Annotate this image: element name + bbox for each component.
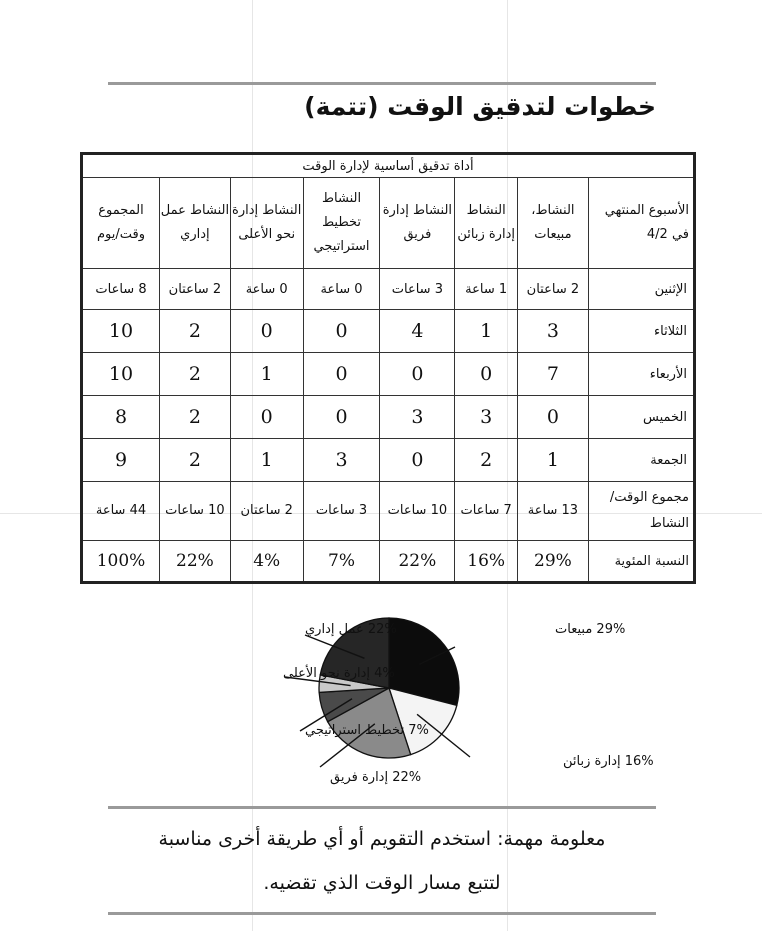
table-cell: 0: [455, 353, 518, 396]
table-cell: 0: [380, 353, 455, 396]
table-cell: 3 ساعات: [303, 482, 380, 541]
table-cell: 0 ساعة: [303, 269, 380, 310]
table-cell: 1: [230, 439, 303, 482]
table-cell: 1: [230, 353, 303, 396]
header-cell: النشاط إدارة نحو الأعلى: [230, 178, 303, 269]
time-pie-chart: [0, 605, 762, 815]
table-cell: 22%: [160, 541, 231, 583]
table-cell: 0: [380, 439, 455, 482]
table-cell: 2: [455, 439, 518, 482]
table-cell: 2: [160, 396, 231, 439]
table-cell: 0: [230, 396, 303, 439]
table-cell: 10 ساعات: [380, 482, 455, 541]
time-audit-table: [80, 152, 696, 584]
table-cell: 0: [230, 310, 303, 353]
table-row: [82, 396, 695, 439]
header-cell: النشاط إدارة زبائن: [455, 178, 518, 269]
table-cell: 0: [303, 396, 380, 439]
table-cell: 16%: [455, 541, 518, 583]
table-cell: 4: [380, 310, 455, 353]
table-row: [82, 353, 695, 396]
table-cell: 13 ساعة: [518, 482, 589, 541]
header-cell: الأسبوع المنتهي في 4/2: [588, 178, 694, 269]
note-line-2: لتتبع مسار الوقت الذي تقضيه.: [263, 872, 501, 894]
bottom-rule: [108, 912, 656, 915]
table-cell: 1: [518, 439, 589, 482]
header-cell: النشاط إدارة فريق: [380, 178, 455, 269]
table-row: [82, 269, 695, 310]
slice-label: 7% تخطيط استراتيجي: [305, 723, 429, 738]
table-row: [82, 310, 695, 353]
header-cell: المجموع وقت/يوم: [82, 178, 160, 269]
slice-label: 4% إدارة نحو الأعلى: [283, 666, 395, 681]
table-cell: 4%: [230, 541, 303, 583]
day-label: الأربعاء: [588, 353, 694, 396]
day-label: الجمعة: [588, 439, 694, 482]
table-cell: 100%: [82, 541, 160, 583]
table-cell: 44 ساعة: [82, 482, 160, 541]
table-cell: 0: [518, 396, 589, 439]
table-cell: 2 ساعتان: [230, 482, 303, 541]
percentage-row: [82, 541, 695, 583]
top-rule: [108, 82, 656, 85]
table-row: [82, 439, 695, 482]
table-cell: 0: [303, 310, 380, 353]
table-cell: 1: [455, 310, 518, 353]
table-cell: 3 ساعات: [380, 269, 455, 310]
header-cell: النشاط، مبيعات: [518, 178, 589, 269]
totals-label: مجموع الوقت/ النشاط: [588, 482, 694, 541]
table-header-row: [82, 178, 695, 269]
slice-label: 22% إدارة فريق: [330, 770, 422, 785]
header-cell: النشاط تخطيط استراتيجي: [303, 178, 380, 269]
table-cell: 22%: [380, 541, 455, 583]
table-cell: 2: [160, 439, 231, 482]
table-cell: 2: [160, 310, 231, 353]
table-cell: 10: [82, 353, 160, 396]
slice-label: 22% عمل إداري: [305, 622, 397, 637]
table-cell: 3: [380, 396, 455, 439]
table-cell: 10 ساعات: [160, 482, 231, 541]
table-cell: 3: [518, 310, 589, 353]
table-cell: 7 ساعات: [455, 482, 518, 541]
day-label: الثلاثاء: [588, 310, 694, 353]
table-cell: 9: [82, 439, 160, 482]
day-label: الإثنين: [588, 269, 694, 310]
table-cell: 7%: [303, 541, 380, 583]
table-cell: 0 ساعة: [230, 269, 303, 310]
header-cell: النشاط عمل إداري: [160, 178, 231, 269]
page-title: خطوات لتدقيق الوقت (تتمة): [304, 92, 656, 121]
table-cell: 8 ساعات: [82, 269, 160, 310]
percentage-label: النسبة المئوية: [588, 541, 694, 583]
table-cell: 2 ساعتان: [518, 269, 589, 310]
slice-label: 16% إدارة زبائن: [563, 754, 654, 769]
note-top-rule: [108, 806, 656, 809]
table-cell: 3: [455, 396, 518, 439]
day-label: الخميس: [588, 396, 694, 439]
table-cell: 2: [160, 353, 231, 396]
totals-row: [82, 482, 695, 541]
table-cell: 1 ساعة: [455, 269, 518, 310]
table-cell: 0: [303, 353, 380, 396]
table-cell: 8: [82, 396, 160, 439]
table-cell: 7: [518, 353, 589, 396]
table-cell: 10: [82, 310, 160, 353]
table-cell: 29%: [518, 541, 589, 583]
note-line-1: معلومة مهمة: استخدم التقويم أو أي طريقة أخرى مناسبة: [158, 828, 606, 850]
table-caption: أداة تدقيق أساسية لإدارة الوقت: [82, 154, 695, 178]
table-cell: 3: [303, 439, 380, 482]
slice-label: 29% مبيعات: [555, 622, 626, 637]
table-cell: 2 ساعتان: [160, 269, 231, 310]
